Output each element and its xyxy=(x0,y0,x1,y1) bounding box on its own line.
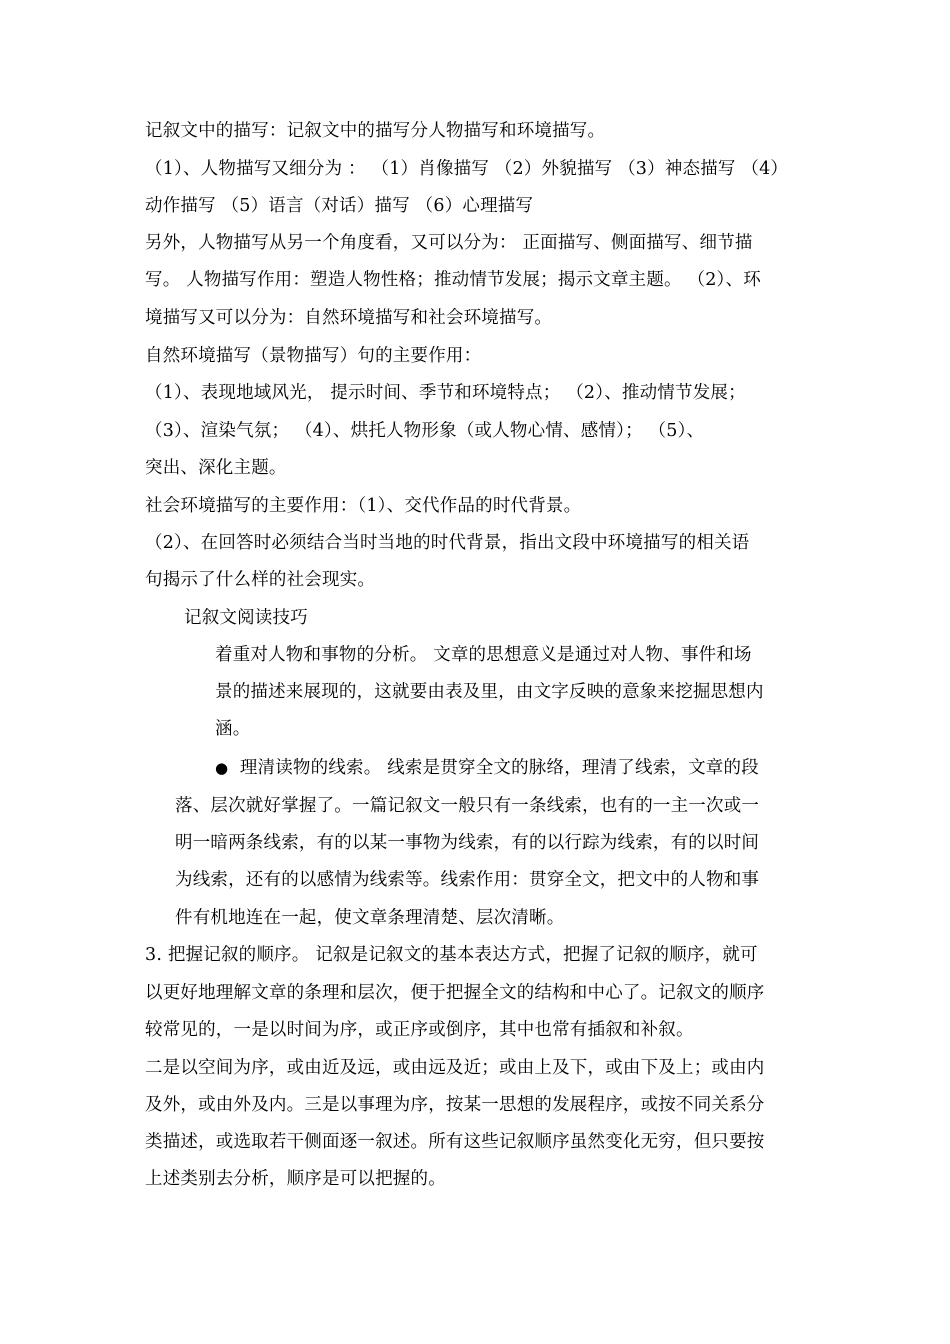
text-line: 以更好地理解文章的条理和层次，便于把握全文的结构和中心了。记叙文的顺序 xyxy=(145,983,765,1003)
text-line: 社会环境描写的主要作用：（1）、交代作品的时代背景。 xyxy=(145,496,582,516)
text-line: 件有机地连在一起，使文章条理清楚、层次清晰。 xyxy=(175,908,565,928)
text-line: 二是以空间为序，或由近及远，或由远及近；或由上及下，或由下及上；或由内 xyxy=(145,1058,765,1078)
bullet-item xyxy=(215,757,759,779)
text-line: 较常见的，一是以时间为序，或正序或倒序，其中也常有插叙和补叙。 xyxy=(145,1020,694,1040)
section-heading: 记叙文阅读技巧 xyxy=(184,608,308,628)
text-line: 理清读物的线索。 线索是贯穿全文的脉络，理清了线索，文章的段 xyxy=(239,758,759,778)
bullet-icon: ● xyxy=(215,759,229,777)
text-line: 景的描述来展现的，这就要由表及里，由文字反映的意象来挖掘思想内 xyxy=(215,682,764,702)
text-line: 动作描写 （5）语言（对话）描写 （6）心理描写 xyxy=(145,196,534,216)
text-line: 记叙文中的描写：记叙文中的描写分人物描写和环境描写。 xyxy=(145,121,606,141)
text-line: （2）、在回答时必须结合当时当地的时代背景，指出文段中环境描写的相关语 xyxy=(145,533,750,553)
text-line: 上述类别去分析，顺序是可以把握的。 xyxy=(145,1169,446,1189)
text-line: 着重对人物和事物的分析。 文章的思想意义是通过对人物、事件和场 xyxy=(215,645,752,665)
text-line: 句揭示了什么样的社会现实。 xyxy=(145,570,376,590)
text-line: 写。 人物描写作用：塑造人物性格；推动情节发展；揭示文章主题。 （2）、环 xyxy=(145,270,761,290)
text-line: 另外，人物描写从另一个角度看，又可以分为： 正面描写、侧面描写、细节描 xyxy=(145,233,753,253)
text-line: 境描写又可以分为：自然环境描写和社会环境描写。 xyxy=(145,308,553,328)
text-line: 为线索，还有的以感情为线索等。线索作用：贯穿全文，把文中的人物和事 xyxy=(175,870,760,890)
text-line: 自然环境描写（景物描写）句的主要作用： xyxy=(145,346,482,366)
text-line: 及外，或由外及内。三是以事理为序，按某一思想的发展程序，或按不同关系分 xyxy=(145,1095,765,1115)
text-line: （3）、渲染气氛； （4）、烘托人物形象（或人物心情、感情）； （5）、 xyxy=(145,421,705,441)
text-line: 落、层次就好掌握了。一篇记叙文一般只有一条线索，也有的一主一次或一 xyxy=(175,796,760,816)
text-line: （1）、人物描写又细分为 ： （1）肖像描写 （2）外貌描写 （3）神态描写 （4） xyxy=(145,159,789,179)
text-line: （1）、表现地域风光， 提示时间、季节和环境特点； （2）、推动情节发展； xyxy=(145,383,746,403)
text-line: 突出、深化主题。 xyxy=(145,458,287,478)
text-line: 涵。 xyxy=(215,719,251,739)
text-line: 类描述，或选取若干侧面逐一叙述。所有这些记叙顺序虽然变化无穷，但只要按 xyxy=(145,1132,765,1152)
text-line: 明一暗两条线索，有的以某一事物为线索，有的以行踪为线索，有的以时间 xyxy=(175,833,760,853)
text-line: 3. 把握记叙的顺序。 记叙是记叙文的基本表达方式，把握了记叙的顺序，就可 xyxy=(145,945,758,965)
